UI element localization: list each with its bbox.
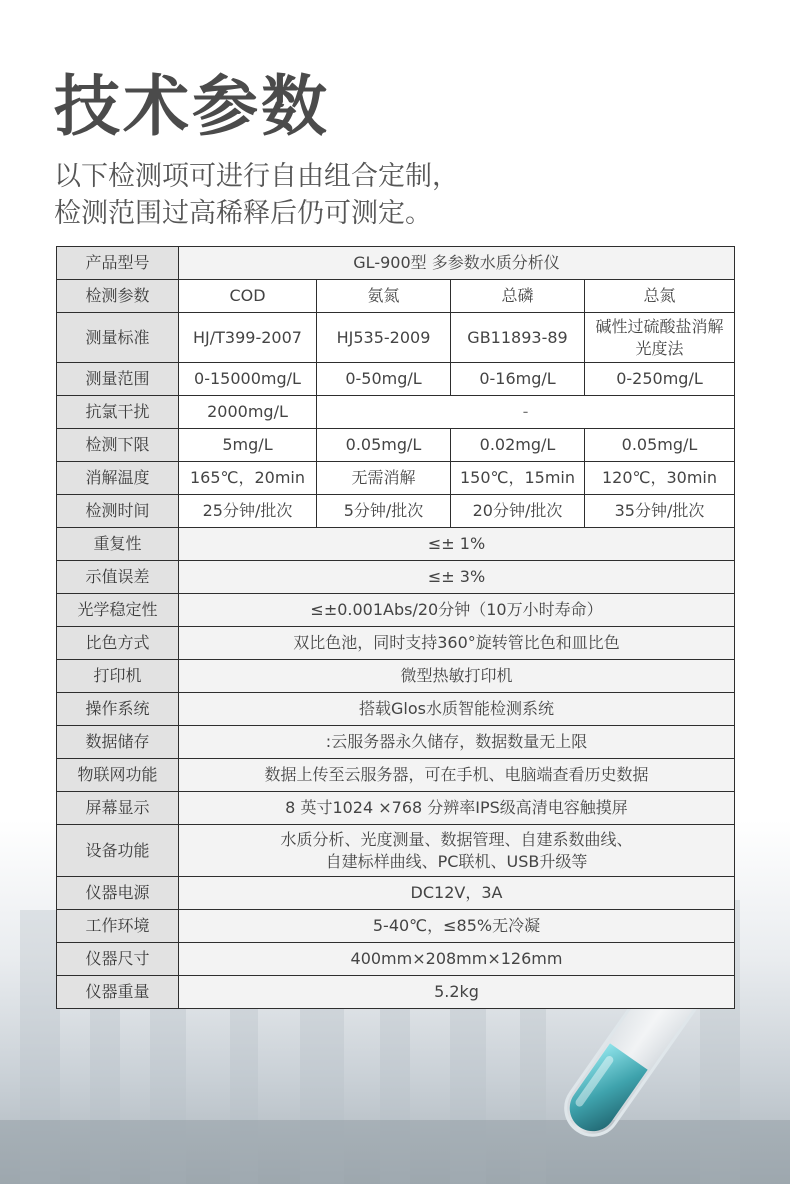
table-cell: ≤± 3% [179, 561, 735, 594]
row-label: 检测下限 [57, 429, 179, 462]
table-cell: ≤± 1% [179, 528, 735, 561]
row-label: 测量范围 [57, 363, 179, 396]
table-cell: HJ535-2009 [317, 313, 451, 363]
table-row [57, 396, 735, 429]
table-cell: 0-15000mg/L [179, 363, 317, 396]
table-cell: GB11893-89 [451, 313, 585, 363]
table-row [57, 726, 735, 759]
table-row [57, 363, 735, 396]
table-row [57, 594, 735, 627]
table-cell: 0-16mg/L [451, 363, 585, 396]
table-cell: HJ/T399-2007 [179, 313, 317, 363]
page-subtitle [54, 158, 459, 232]
table-row [57, 759, 735, 792]
table-cell: ≤±0.001Abs/20分钟（10万小时寿命） [179, 594, 735, 627]
product-model-value: GL-900型 多参数水质分析仪 [179, 247, 735, 280]
table-cell: 5-40℃，≤85%无冷凝 [179, 910, 735, 943]
row-label: 操作系统 [57, 693, 179, 726]
row-label: 产品型号 [57, 247, 179, 280]
table-cell: 氨氮 [317, 280, 451, 313]
table-cell: 8 英寸1024 ×768 分辨率IPS级高清电容触摸屏 [179, 792, 735, 825]
table-row [57, 660, 735, 693]
table-cell: 25分钟/批次 [179, 495, 317, 528]
table-cell: :云服务器永久储存，数据数量无上限 [179, 726, 735, 759]
row-label: 光学稳定性 [57, 594, 179, 627]
table-row [57, 627, 735, 660]
table-cell: 无需消解 [317, 462, 451, 495]
row-label: 工作环境 [57, 910, 179, 943]
table-row [57, 462, 735, 495]
row-label: 设备功能 [57, 825, 179, 877]
table-cell: 20分钟/批次 [451, 495, 585, 528]
table-cell: 0.05mg/L [317, 429, 451, 462]
row-label: 仪器电源 [57, 877, 179, 910]
table-cell: 35分钟/批次 [585, 495, 735, 528]
table-cell: 碱性过硫酸盐消解光度法 [585, 313, 735, 363]
row-label: 检测时间 [57, 495, 179, 528]
row-label: 屏幕显示 [57, 792, 179, 825]
table-cell: 120℃，30min [585, 462, 735, 495]
subtitle-line: 检测范围过高稀释后仍可测定。 [54, 198, 432, 229]
table-row [57, 943, 735, 976]
table-row [57, 313, 735, 363]
table-row [57, 495, 735, 528]
table-cell: 总氮 [585, 280, 735, 313]
table-row [57, 693, 735, 726]
table-cell: 5.2kg [179, 976, 735, 1009]
table-cell: 400mm×208mm×126mm [179, 943, 735, 976]
row-label: 仪器尺寸 [57, 943, 179, 976]
row-label: 检测参数 [57, 280, 179, 313]
table-row [57, 910, 735, 943]
spec-table [56, 246, 735, 1009]
cell-line: 水质分析、光度测量、数据管理、自建系数曲线、 [280, 829, 633, 849]
row-label: 数据储存 [57, 726, 179, 759]
table-row [57, 247, 735, 280]
row-label: 重复性 [57, 528, 179, 561]
row-label: 消解温度 [57, 462, 179, 495]
row-label: 打印机 [57, 660, 179, 693]
table-row [57, 976, 735, 1009]
table-row [57, 877, 735, 910]
row-label: 示值误差 [57, 561, 179, 594]
table-row [57, 280, 735, 313]
table-cell: COD [179, 280, 317, 313]
table-cell: 2000mg/L [179, 396, 317, 429]
table-cell: DC12V，3A [179, 877, 735, 910]
table-row [57, 561, 735, 594]
subtitle-line: 以下检测项可进行自由组合定制， [54, 161, 459, 192]
row-label: 仪器重量 [57, 976, 179, 1009]
table-row [57, 825, 735, 877]
table-cell: 数据上传至云服务器，可在手机、电脑端查看历史数据 [179, 759, 735, 792]
row-label: 比色方式 [57, 627, 179, 660]
table-cell: 0.05mg/L [585, 429, 735, 462]
page-title: 技术参数 [54, 68, 330, 145]
table-cell: 双比色池，同时支持360°旋转管比色和皿比色 [179, 627, 735, 660]
cell-line: 自建标样曲线、PC联机、USB升级等 [325, 851, 588, 871]
table-cell: 5mg/L [179, 429, 317, 462]
table-row [57, 429, 735, 462]
row-label: 抗氯干扰 [57, 396, 179, 429]
table-cell: 150℃，15min [451, 462, 585, 495]
table-cell: 165℃，20min [179, 462, 317, 495]
table-cell: 5分钟/批次 [317, 495, 451, 528]
table-cell: 微型热敏打印机 [179, 660, 735, 693]
table-row [57, 792, 735, 825]
table-cell [179, 825, 735, 877]
table-cell-empty: - [317, 396, 735, 429]
table-cell: 0.02mg/L [451, 429, 585, 462]
table-cell: 0-50mg/L [317, 363, 451, 396]
row-label: 测量标准 [57, 313, 179, 363]
row-label: 物联网功能 [57, 759, 179, 792]
table-cell: 0-250mg/L [585, 363, 735, 396]
table-cell: 总磷 [451, 280, 585, 313]
table-row [57, 528, 735, 561]
table-cell: 搭载Glos水质智能检测系统 [179, 693, 735, 726]
